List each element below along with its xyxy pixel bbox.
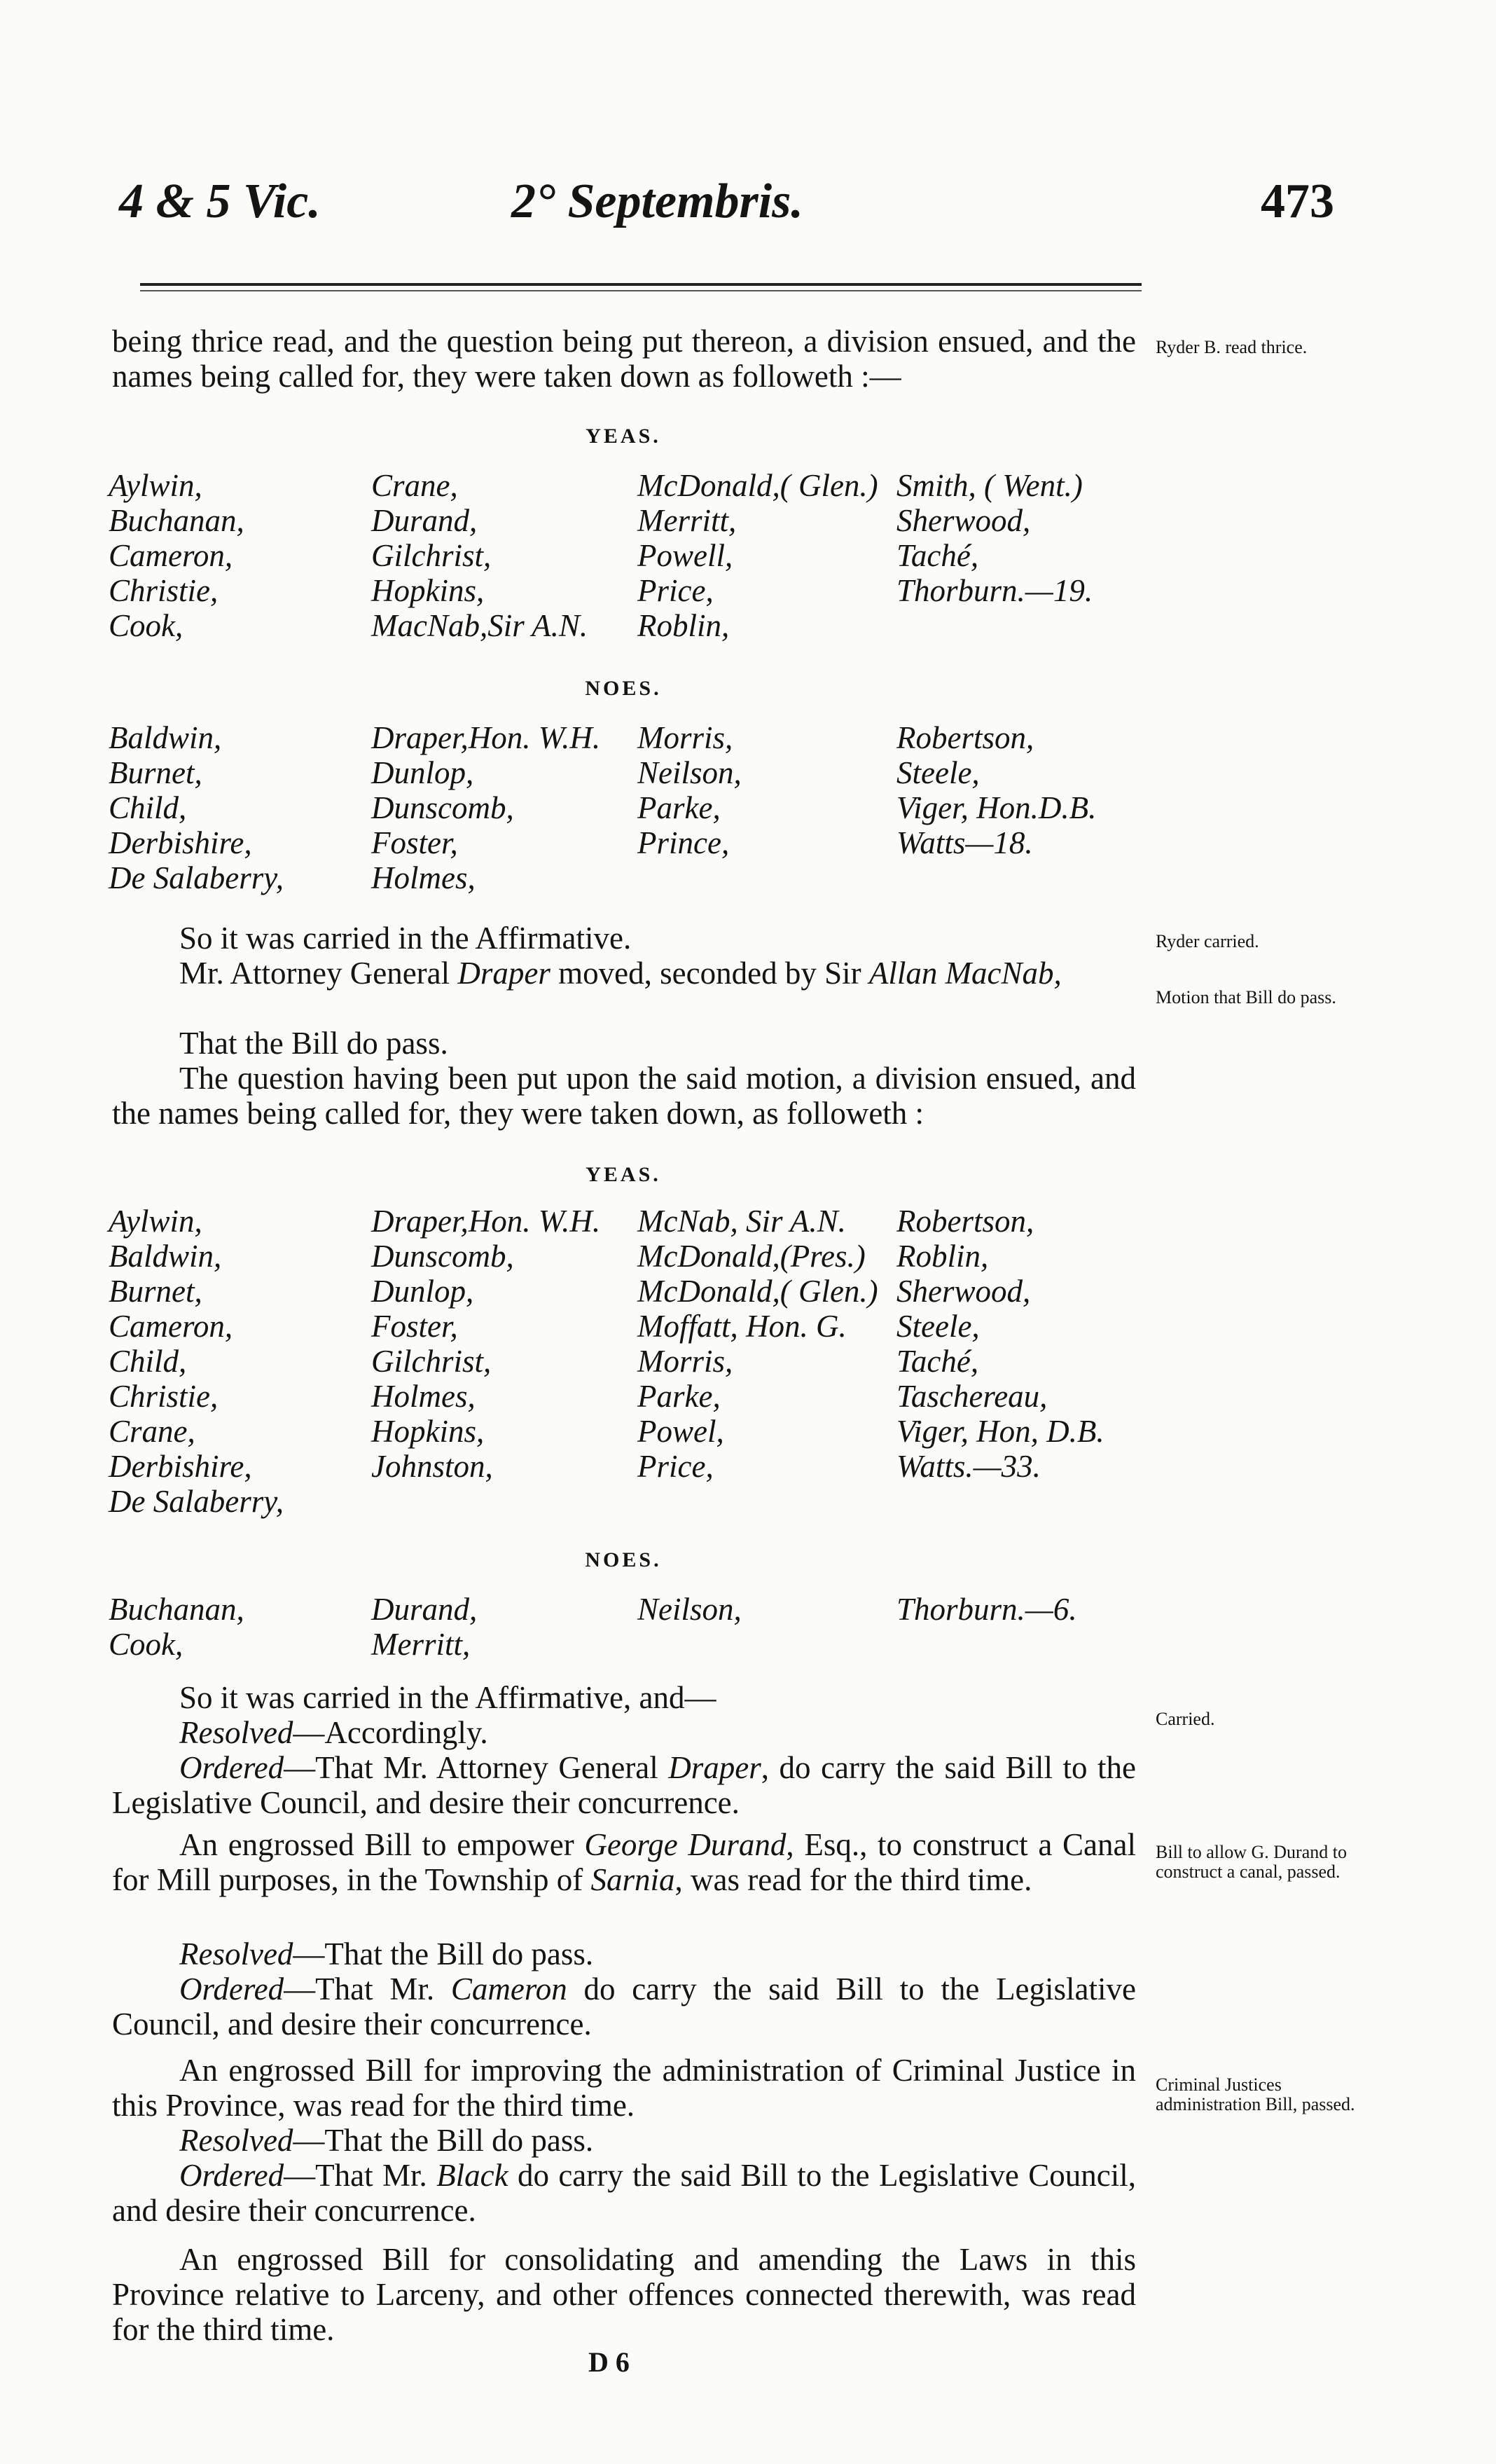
member-name: Merritt, (371, 1627, 471, 1662)
member-name: Johnston, (371, 1449, 493, 1484)
member-name (637, 860, 896, 895)
member-name: Sherwood, (896, 503, 1031, 538)
member-name: Sherwood, (896, 1274, 1031, 1309)
member-name (896, 608, 1149, 643)
paragraph-ordered: Ordered—That Mr. Cameron do carry the said Bill to the Legislative Council, and desire their concurrence. (112, 1971, 1137, 2042)
member-name: Durand, (371, 503, 478, 538)
member-name: Burnet, (109, 1274, 202, 1309)
member-name: Hopkins, (371, 1414, 485, 1449)
member-name: Roblin, (637, 608, 730, 643)
member-name: Steele, (896, 1309, 980, 1344)
member-name (637, 1627, 896, 1662)
margin-note: Criminal Justices administration Bill, passed. (1156, 2074, 1355, 2114)
member-name: Neilson, (637, 1592, 742, 1627)
member-name: McNab, Sir A.N. (637, 1204, 846, 1239)
regnal-year: 4 & 5 Vic. (119, 174, 321, 228)
margin-note: Carried. (1156, 1709, 1215, 1729)
member-name: Robertson, (896, 1204, 1034, 1239)
member-name: Watts—18. (896, 825, 1033, 860)
member-name: Smith, ( Went.) (896, 468, 1083, 503)
signature-mark: D 6 (588, 2346, 630, 2378)
page-number: 473 (1261, 174, 1334, 228)
noes-name-list (109, 1592, 1145, 1662)
member-name: Buchanan, (109, 503, 244, 538)
member-name: Foster, (371, 825, 458, 860)
member-name: Cameron, (109, 1309, 233, 1344)
member-name: Derbishire, (109, 1449, 252, 1484)
noes-heading: NOES. (585, 1548, 662, 1571)
paragraph-question: The question having been put upon the said motion, a division ensued, and the names being called for, they were taken down, as followeth : (112, 1061, 1136, 1131)
member-name: Hopkins, (371, 573, 485, 608)
member-name: Aylwin, (109, 1204, 202, 1239)
member-name: Thorburn.—6. (896, 1592, 1077, 1627)
member-name: Gilchrist, (371, 538, 492, 573)
member-name (896, 1484, 1149, 1519)
member-name: McDonald,( Glen.) (637, 1274, 878, 1309)
member-name: Cameron, (109, 538, 233, 573)
member-name: Christie, (109, 573, 219, 608)
member-name: Parke, (637, 790, 721, 825)
member-name: Crane, (109, 1414, 195, 1449)
member-name: Parke, (637, 1379, 721, 1414)
paragraph-resolved: Resolved—Accordingly. (179, 1715, 488, 1750)
member-name: Holmes, (371, 860, 476, 895)
member-name: Powell, (637, 538, 733, 573)
member-name: De Salaberry, (109, 1484, 284, 1519)
member-name: Cook, (109, 1627, 183, 1662)
member-name: Morris, (637, 1344, 733, 1379)
header-rule-secondary (140, 290, 1142, 291)
member-name: Crane, (371, 468, 458, 503)
member-name: Child, (109, 1344, 187, 1379)
margin-note: Bill to allow G. Durand to construct a canal, passed. (1156, 1842, 1347, 1882)
member-name: Christie, (109, 1379, 219, 1414)
member-name: Viger, Hon.D.B. (896, 790, 1097, 825)
member-name (896, 1627, 1149, 1662)
member-name: Prince, (637, 825, 730, 860)
paragraph-criminal-justice-bill: An engrossed Bill for improving the administration of Criminal Justice in this Province, was read for the third time. (112, 2053, 1136, 2123)
header-date: 2° Septembris. (511, 174, 803, 228)
member-name: Thorburn.—19. (896, 573, 1093, 608)
member-name: Draper,Hon. W.H. (371, 720, 601, 755)
member-name: Watts.—33. (896, 1449, 1041, 1484)
member-name: Taché, (896, 538, 979, 573)
member-name: Powel, (637, 1414, 724, 1449)
yeas-heading: YEAS. (586, 1163, 661, 1186)
member-name: Price, (637, 573, 714, 608)
member-name: Viger, Hon, D.B. (896, 1414, 1104, 1449)
member-name: Baldwin, (109, 1239, 222, 1274)
margin-note: Motion that Bill do pass. (1156, 987, 1336, 1007)
paragraph-ordered: Ordered—That Mr. Attorney General Draper, do carry the said Bill to the Legislative Council, and desire their concurrence. (112, 1750, 1136, 1820)
member-name: Burnet, (109, 755, 202, 790)
member-name: Roblin, (896, 1239, 989, 1274)
member-name: Cook, (109, 608, 183, 643)
noes-heading: NOES. (585, 677, 662, 700)
member-name: Taschereau, (896, 1379, 1048, 1414)
member-name: Dunscomb, (371, 790, 514, 825)
member-name: Steele, (896, 755, 980, 790)
paragraph-division-intro: being thrice read, and the question being put thereon, a division ensued, and the names being called for, they were taken down as followeth :— (112, 324, 1136, 394)
paragraph-motion: Mr. Attorney General Draper moved, seconded by Sir Allan MacNab, (179, 956, 1062, 991)
member-name: McDonald,( Glen.) (637, 468, 878, 503)
margin-note: Ryder carried. (1156, 931, 1259, 951)
yeas-name-list (109, 468, 1145, 643)
member-name: Dunscomb, (371, 1239, 514, 1274)
member-name (637, 1484, 896, 1519)
paragraph-larceny-bill: An engrossed Bill for consolidating and amending the Laws in this Province relative to Larceny, and other offences connected therewith, was read for the third time. (112, 2242, 1136, 2347)
paragraph-bill-pass: That the Bill do pass. (179, 1026, 448, 1061)
member-name: Holmes, (371, 1379, 476, 1414)
member-name: Dunlop, (371, 1274, 474, 1309)
member-name: Dunlop, (371, 755, 474, 790)
member-name (371, 1484, 637, 1519)
member-name: Moffatt, Hon. G. (637, 1309, 847, 1344)
paragraph-ordered: Ordered—That Mr. Black do carry the said Bill to the Legislative Council, and desire their concurrence. (112, 2158, 1136, 2228)
member-name: Taché, (896, 1344, 979, 1379)
member-name: Baldwin, (109, 720, 222, 755)
member-name: Aylwin, (109, 468, 202, 503)
member-name: Child, (109, 790, 187, 825)
member-name: McDonald,(Pres.) (637, 1239, 866, 1274)
noes-name-list (109, 720, 1145, 895)
paragraph-resolved: Resolved—That the Bill do pass. (179, 2123, 594, 2158)
member-name: Durand, (371, 1592, 478, 1627)
paragraph-durand-bill: An engrossed Bill to empower George Durand, Esq., to construct a Canal for Mill purposes, in the Township of Sarnia, was read for the third time. (112, 1827, 1137, 1897)
member-name: MacNab,Sir A.N. (371, 608, 588, 643)
member-name: Morris, (637, 720, 733, 755)
member-name: Price, (637, 1449, 714, 1484)
member-name: Merritt, (637, 503, 737, 538)
yeas-heading: YEAS. (586, 425, 661, 448)
member-name: Buchanan, (109, 1592, 244, 1627)
member-name (896, 860, 1149, 895)
member-name: Gilchrist, (371, 1344, 492, 1379)
yeas-name-list (109, 1204, 1145, 1519)
member-name: Foster, (371, 1309, 458, 1344)
member-name: Robertson, (896, 720, 1034, 755)
member-name: Neilson, (637, 755, 742, 790)
member-name: Draper,Hon. W.H. (371, 1204, 601, 1239)
paragraph-affirmative: So it was carried in the Affirmative, and— (179, 1680, 716, 1715)
member-name: Derbishire, (109, 825, 252, 860)
header-rule (140, 283, 1142, 286)
paragraph-affirmative: So it was carried in the Affirmative. (179, 921, 632, 956)
margin-note: Ryder B. read thrice. (1156, 337, 1308, 357)
member-name: De Salaberry, (109, 860, 284, 895)
paragraph-resolved: Resolved—That the Bill do pass. (179, 1936, 594, 1971)
